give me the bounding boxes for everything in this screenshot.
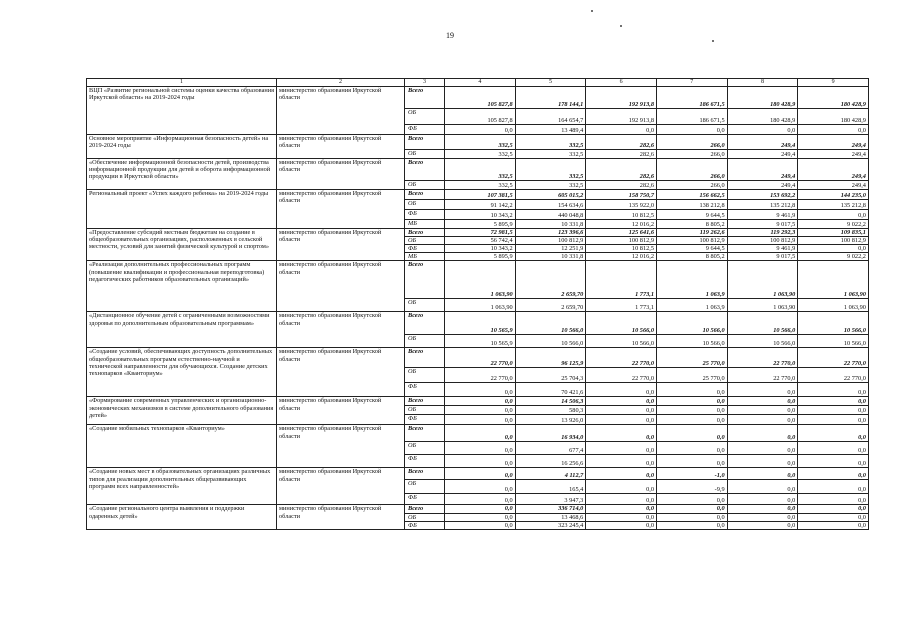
amount-cell: 135 922,0	[586, 200, 657, 210]
funding-source: ФБ	[405, 245, 445, 253]
amount-cell: 9 022,2	[798, 220, 869, 229]
amount-cell: 0,0	[656, 397, 727, 406]
column-number: 4	[445, 79, 516, 87]
amount-cell: 0,0	[656, 415, 727, 425]
funding-source: Всего	[405, 135, 445, 150]
funding-source: ОБ	[405, 406, 445, 415]
table-row	[87, 312, 869, 335]
amount-cell: 0,0	[727, 383, 798, 397]
amount-cell: 0,0	[798, 521, 869, 529]
amount-cell: 1 063,9	[656, 299, 727, 312]
amount-cell: 22 770,0	[727, 348, 798, 368]
amount-cell: 0,0	[656, 442, 727, 455]
amount-cell: 282,6	[586, 150, 657, 159]
amount-cell: 10 566,0	[515, 335, 586, 348]
amount-cell: 0,0	[586, 397, 657, 406]
activity-name: «Создание регионального центра выявления и поддержки одаренных детей»	[87, 505, 277, 529]
amount-cell: 249,4	[798, 181, 869, 190]
column-number: 7	[656, 79, 727, 87]
amount-cell: 0,0	[586, 468, 657, 480]
amount-cell: 0,0	[445, 406, 516, 415]
amount-cell: 135 212,8	[727, 200, 798, 210]
amount-cell: 0,0	[586, 442, 657, 455]
activity-name: «Создание мобильных технопарков «Кванториум»	[87, 425, 277, 468]
table-row	[87, 348, 869, 368]
amount-cell: 0,0	[727, 425, 798, 442]
table-row	[87, 190, 869, 200]
amount-cell: 138 212,8	[656, 200, 727, 210]
amount-cell: 13 468,6	[515, 513, 586, 521]
funding-source: ФБ	[405, 455, 445, 468]
amount-cell: 0,0	[798, 383, 869, 397]
amount-cell: 0,0	[727, 415, 798, 425]
amount-cell: 10 566,0	[656, 312, 727, 335]
amount-cell: 0,0	[445, 415, 516, 425]
amount-cell: 249,4	[727, 159, 798, 181]
funding-source: МБ	[405, 220, 445, 229]
funding-source: ОБ	[405, 442, 445, 455]
amount-cell: 0,0	[656, 406, 727, 415]
amount-cell: 10 566,0	[586, 312, 657, 335]
amount-cell: 25 770,0	[656, 348, 727, 368]
amount-cell: 5 895,9	[445, 253, 516, 261]
funding-source: Всего	[405, 87, 445, 109]
amount-cell: 0,0	[445, 125, 516, 135]
amount-cell: 70 421,6	[515, 383, 586, 397]
amount-cell: 332,5	[445, 135, 516, 150]
amount-cell: 0,0	[586, 513, 657, 521]
amount-cell: 249,4	[727, 181, 798, 190]
amount-cell: 22 770,0	[445, 368, 516, 383]
amount-cell: 154 634,6	[515, 200, 586, 210]
amount-cell: 9 017,5	[727, 253, 798, 261]
amount-cell: 0,0	[656, 513, 727, 521]
funding-source: ОБ	[405, 335, 445, 348]
funding-source: ОБ	[405, 368, 445, 383]
amount-cell: 249,4	[727, 150, 798, 159]
activity-name: Основное мероприятие «Информационная безопасность детей» на 2019-2024 годы	[87, 135, 277, 159]
amount-cell: 107 381,5	[445, 190, 516, 200]
activity-name: «Предоставление субсидий местным бюджетам на создание в общеобразовательных организациях, расположенных в сельской местности, условий для занятий физической культурой и спортом»	[87, 229, 277, 261]
amount-cell: 5 895,9	[445, 220, 516, 229]
activity-name: «Реализация дополнительных профессиональных программ (повышение квалификации и профессиональная переподготовка) педагогических работников образовательных организаций»	[87, 261, 277, 312]
table-row	[87, 397, 869, 406]
column-number: 2	[277, 79, 405, 87]
amount-cell: 10 343,2	[445, 210, 516, 220]
activity-name: ВЦП «Развитие региональной системы оценки качества образования Иркутской области» на 2019-2024 годы	[87, 87, 277, 135]
amount-cell: 0,0	[586, 521, 657, 529]
funding-source: ОБ	[405, 513, 445, 521]
amount-cell: 0,0	[798, 455, 869, 468]
amount-cell: 0,0	[656, 494, 727, 505]
amount-cell: 0,0	[445, 442, 516, 455]
amount-cell: 1 063,90	[727, 299, 798, 312]
responsible-executor: министерство образования Иркутской области	[277, 505, 405, 529]
amount-cell: 165,4	[515, 480, 586, 494]
amount-cell: 0,0	[727, 397, 798, 406]
amount-cell: 10 565,9	[445, 312, 516, 335]
amount-cell: 266,0	[656, 181, 727, 190]
amount-cell: 10 566,0	[798, 312, 869, 335]
amount-cell: 192 913,8	[586, 109, 657, 125]
funding-source: ФБ	[405, 494, 445, 505]
amount-cell: 0,0	[445, 397, 516, 406]
amount-cell: 0,0	[727, 505, 798, 513]
amount-cell: 10 566,0	[727, 335, 798, 348]
amount-cell: 109 835,1	[798, 229, 869, 237]
activity-name: «Обеспечение информационной безопасности детей, производства информационной продукции для детей и оборота информационной продукции в Иркутской области»	[87, 159, 277, 190]
table-row	[87, 135, 869, 150]
amount-cell: 332,5	[515, 135, 586, 150]
amount-cell: 10 565,9	[445, 335, 516, 348]
amount-cell: 0,0	[586, 415, 657, 425]
table-row	[87, 229, 869, 237]
amount-cell: 153 692,2	[727, 190, 798, 200]
amount-cell: 180 428,9	[727, 109, 798, 125]
amount-cell: 323 245,4	[515, 521, 586, 529]
amount-cell: 186 671,5	[656, 87, 727, 109]
column-number-row	[87, 79, 869, 87]
funding-source: Всего	[405, 348, 445, 368]
amount-cell: 10 331,8	[515, 253, 586, 261]
amount-cell: 10 566,0	[798, 335, 869, 348]
amount-cell: 440 048,8	[515, 210, 586, 220]
amount-cell: 282,6	[586, 135, 657, 150]
amount-cell: 0,0	[445, 425, 516, 442]
responsible-executor: министерство образования Иркутской области	[277, 468, 405, 505]
amount-cell: 8 805,2	[656, 253, 727, 261]
funding-source: Всего	[405, 397, 445, 406]
amount-cell: 249,4	[798, 159, 869, 181]
column-number: 5	[515, 79, 586, 87]
amount-cell: 677,4	[515, 442, 586, 455]
amount-cell: 22 770,0	[586, 348, 657, 368]
amount-cell: 22 770,0	[445, 348, 516, 368]
amount-cell: 164 654,7	[515, 109, 586, 125]
financing-table	[86, 78, 869, 530]
amount-cell: 1 063,90	[798, 299, 869, 312]
amount-cell: 72 981,5	[445, 229, 516, 237]
amount-cell: 119 292,3	[727, 229, 798, 237]
amount-cell: 266,0	[656, 150, 727, 159]
amount-cell: 10 343,2	[445, 245, 516, 253]
amount-cell: 1 773,1	[586, 261, 657, 299]
responsible-executor: министерство образования Иркутской области	[277, 87, 405, 135]
funding-source: ФБ	[405, 383, 445, 397]
amount-cell: -9,9	[656, 480, 727, 494]
amount-cell: 123 396,6	[515, 229, 586, 237]
amount-cell: 580,3	[515, 406, 586, 415]
column-number: 9	[798, 79, 869, 87]
responsible-executor: министерство образования Иркутской области	[277, 261, 405, 312]
amount-cell: 332,5	[515, 150, 586, 159]
scan-speck	[591, 10, 593, 12]
amount-cell: 144 235,0	[798, 190, 869, 200]
amount-cell: 0,0	[586, 455, 657, 468]
amount-cell: 4 112,7	[515, 468, 586, 480]
amount-cell: 9 644,5	[656, 210, 727, 220]
amount-cell: 0,0	[656, 383, 727, 397]
amount-cell: 0,0	[656, 425, 727, 442]
amount-cell: 0,0	[727, 442, 798, 455]
amount-cell: 0,0	[727, 513, 798, 521]
amount-cell: 10 566,0	[656, 335, 727, 348]
amount-cell: 12 016,2	[586, 220, 657, 229]
amount-cell: 9 644,5	[656, 245, 727, 253]
amount-cell: 25 770,0	[656, 368, 727, 383]
amount-cell: 0,0	[445, 513, 516, 521]
amount-cell: 0,0	[727, 494, 798, 505]
funding-source: ФБ	[405, 125, 445, 135]
amount-cell: 336 714,0	[515, 505, 586, 513]
amount-cell: 0,0	[586, 505, 657, 513]
amount-cell: 105 827,8	[445, 109, 516, 125]
amount-cell: 0,0	[798, 480, 869, 494]
funding-source: ОБ	[405, 200, 445, 210]
amount-cell: 16 256,6	[515, 455, 586, 468]
funding-source: ОБ	[405, 480, 445, 494]
amount-cell: 332,5	[445, 150, 516, 159]
amount-cell: 0,0	[727, 406, 798, 415]
amount-cell: 0,0	[798, 505, 869, 513]
amount-cell: 0,0	[586, 494, 657, 505]
amount-cell: 0,0	[727, 468, 798, 480]
funding-source: ОБ	[405, 299, 445, 312]
amount-cell: 0,0	[586, 383, 657, 397]
table-row	[87, 505, 869, 513]
responsible-executor: министерство образования Иркутской области	[277, 190, 405, 229]
amount-cell: 266,0	[656, 135, 727, 150]
amount-cell: 25 704,3	[515, 368, 586, 383]
amount-cell: 0,0	[798, 210, 869, 220]
amount-cell: 10 812,5	[586, 245, 657, 253]
amount-cell: 0,0	[798, 406, 869, 415]
amount-cell: 0,0	[656, 521, 727, 529]
amount-cell: 0,0	[798, 397, 869, 406]
funding-source: Всего	[405, 425, 445, 442]
amount-cell: 22 770,0	[586, 368, 657, 383]
amount-cell: 100 812,9	[656, 237, 727, 245]
funding-source: Всего	[405, 261, 445, 299]
amount-cell: 22 770,0	[798, 368, 869, 383]
amount-cell: 178 144,1	[515, 87, 586, 109]
scan-speck	[620, 25, 622, 27]
amount-cell: 249,4	[798, 135, 869, 150]
amount-cell: 10 566,0	[727, 312, 798, 335]
amount-cell: 100 812,9	[515, 237, 586, 245]
table-row	[87, 425, 869, 442]
activity-name: «Создание новых мест в образовательных организациях различных типов для реализации дополнительных общеразвивающих программ всех направленностей»	[87, 468, 277, 505]
funding-source: ФБ	[405, 210, 445, 220]
amount-cell: 9 022,2	[798, 253, 869, 261]
amount-cell: 282,6	[586, 181, 657, 190]
amount-cell: 3 947,3	[515, 494, 586, 505]
amount-cell: 156 662,5	[656, 190, 727, 200]
responsible-executor: министерство образования Иркутской области	[277, 229, 405, 261]
amount-cell: 282,6	[586, 159, 657, 181]
amount-cell: 0,0	[798, 245, 869, 253]
amount-cell: 105 827,8	[445, 87, 516, 109]
amount-cell: 1 063,90	[798, 261, 869, 299]
amount-cell: 0,0	[798, 468, 869, 480]
amount-cell: 0,0	[445, 480, 516, 494]
amount-cell: 192 913,8	[586, 87, 657, 109]
amount-cell: 13 489,4	[515, 125, 586, 135]
amount-cell: 8 805,2	[656, 220, 727, 229]
amount-cell: 2 659,70	[515, 261, 586, 299]
funding-source: Всего	[405, 505, 445, 513]
amount-cell: 10 331,8	[515, 220, 586, 229]
amount-cell: 332,5	[445, 181, 516, 190]
activity-name: «Дистанционное обучение детей с ограниченными возможностями здоровья по дополнительным образовательным программам»	[87, 312, 277, 348]
amount-cell: 0,0	[586, 125, 657, 135]
activity-name: «Создание условий, обеспечивающих доступность дополнительных общеобразовательных программ естественно-научной и технической направленности для обучающихся. Создание детских технопарков «Кванториум»	[87, 348, 277, 397]
column-number: 1	[87, 79, 277, 87]
amount-cell: 0,0	[798, 494, 869, 505]
amount-cell: 100 812,9	[586, 237, 657, 245]
responsible-executor: министерство образования Иркутской области	[277, 159, 405, 190]
amount-cell: 100 812,9	[798, 237, 869, 245]
amount-cell: 332,5	[445, 159, 516, 181]
funding-source: Всего	[405, 190, 445, 200]
amount-cell: 0,0	[586, 406, 657, 415]
funding-source: ФБ	[405, 415, 445, 425]
amount-cell: 135 212,8	[798, 200, 869, 210]
amount-cell: 91 142,2	[445, 200, 516, 210]
amount-cell: 0,0	[727, 125, 798, 135]
amount-cell: 0,0	[798, 442, 869, 455]
funding-source: МБ	[405, 253, 445, 261]
amount-cell: 1 063,9	[656, 261, 727, 299]
amount-cell: 14 506,3	[515, 397, 586, 406]
funding-source: ОБ	[405, 181, 445, 190]
amount-cell: 12 016,2	[586, 253, 657, 261]
table-row	[87, 261, 869, 299]
amount-cell: 0,0	[445, 455, 516, 468]
responsible-executor: министерство образования Иркутской области	[277, 135, 405, 159]
amount-cell: -1,0	[656, 468, 727, 480]
amount-cell: 2 659,70	[515, 299, 586, 312]
amount-cell: 10 812,5	[586, 210, 657, 220]
amount-cell: 22 770,0	[798, 348, 869, 368]
amount-cell: 605 015,2	[515, 190, 586, 200]
amount-cell: 16 934,0	[515, 425, 586, 442]
table-row	[87, 87, 869, 109]
page-number: 19	[446, 31, 454, 40]
amount-cell: 0,0	[656, 505, 727, 513]
activity-name: «Формирование современных управленческих и организационно-экономических механизмов в системе дополнительного образования детей»	[87, 397, 277, 425]
funding-source: Всего	[405, 159, 445, 181]
responsible-executor: министерство образования Иркутской области	[277, 348, 405, 397]
scan-speck	[712, 40, 714, 42]
amount-cell: 332,5	[515, 159, 586, 181]
amount-cell: 96 125,9	[515, 348, 586, 368]
amount-cell: 158 750,7	[586, 190, 657, 200]
amount-cell: 1 063,90	[445, 299, 516, 312]
table-row	[87, 159, 869, 181]
funding-source: Всего	[405, 468, 445, 480]
amount-cell: 119 262,6	[656, 229, 727, 237]
amount-cell: 0,0	[798, 425, 869, 442]
funding-source: ОБ	[405, 150, 445, 159]
amount-cell: 56 742,4	[445, 237, 516, 245]
funding-source: Всего	[405, 312, 445, 335]
amount-cell: 332,5	[515, 181, 586, 190]
amount-cell: 180 428,9	[727, 87, 798, 109]
amount-cell: 0,0	[656, 455, 727, 468]
amount-cell: 12 251,9	[515, 245, 586, 253]
responsible-executor: министерство образования Иркутской области	[277, 312, 405, 348]
amount-cell: 1 063,90	[727, 261, 798, 299]
column-number: 3	[405, 79, 445, 87]
amount-cell: 0,0	[445, 494, 516, 505]
amount-cell: 0,0	[656, 125, 727, 135]
funding-source: ОБ	[405, 109, 445, 125]
amount-cell: 0,0	[798, 415, 869, 425]
amount-cell: 249,4	[798, 150, 869, 159]
funding-source: Всего	[405, 229, 445, 237]
amount-cell: 9 461,9	[727, 245, 798, 253]
amount-cell: 0,0	[445, 505, 516, 513]
amount-cell: 0,0	[798, 125, 869, 135]
amount-cell: 186 671,5	[656, 109, 727, 125]
activity-name: Региональный проект «Успех каждого ребенка» на 2019-2024 годы	[87, 190, 277, 229]
amount-cell: 0,0	[798, 513, 869, 521]
amount-cell: 0,0	[586, 480, 657, 494]
amount-cell: 180 428,9	[798, 109, 869, 125]
amount-cell: 0,0	[727, 480, 798, 494]
amount-cell: 22 770,0	[727, 368, 798, 383]
amount-cell: 266,0	[656, 159, 727, 181]
amount-cell: 100 812,9	[727, 237, 798, 245]
amount-cell: 10 566,0	[586, 335, 657, 348]
amount-cell: 0,0	[727, 455, 798, 468]
amount-cell: 0,0	[586, 425, 657, 442]
responsible-executor: министерство образования Иркутской области	[277, 397, 405, 425]
amount-cell: 0,0	[727, 521, 798, 529]
amount-cell: 10 566,0	[515, 312, 586, 335]
amount-cell: 1 773,1	[586, 299, 657, 312]
amount-cell: 180 428,9	[798, 87, 869, 109]
column-number: 6	[586, 79, 657, 87]
responsible-executor: министерство образования Иркутской области	[277, 425, 405, 468]
amount-cell: 9 461,9	[727, 210, 798, 220]
amount-cell: 125 641,6	[586, 229, 657, 237]
amount-cell: 249,4	[727, 135, 798, 150]
funding-source: ОБ	[405, 237, 445, 245]
column-number: 8	[727, 79, 798, 87]
amount-cell: 13 926,0	[515, 415, 586, 425]
amount-cell: 1 063,90	[445, 261, 516, 299]
amount-cell: 9 017,5	[727, 220, 798, 229]
table-row	[87, 468, 869, 480]
amount-cell: 0,0	[445, 383, 516, 397]
funding-source: ФБ	[405, 521, 445, 529]
amount-cell: 0,0	[445, 521, 516, 529]
amount-cell: 0,0	[445, 468, 516, 480]
